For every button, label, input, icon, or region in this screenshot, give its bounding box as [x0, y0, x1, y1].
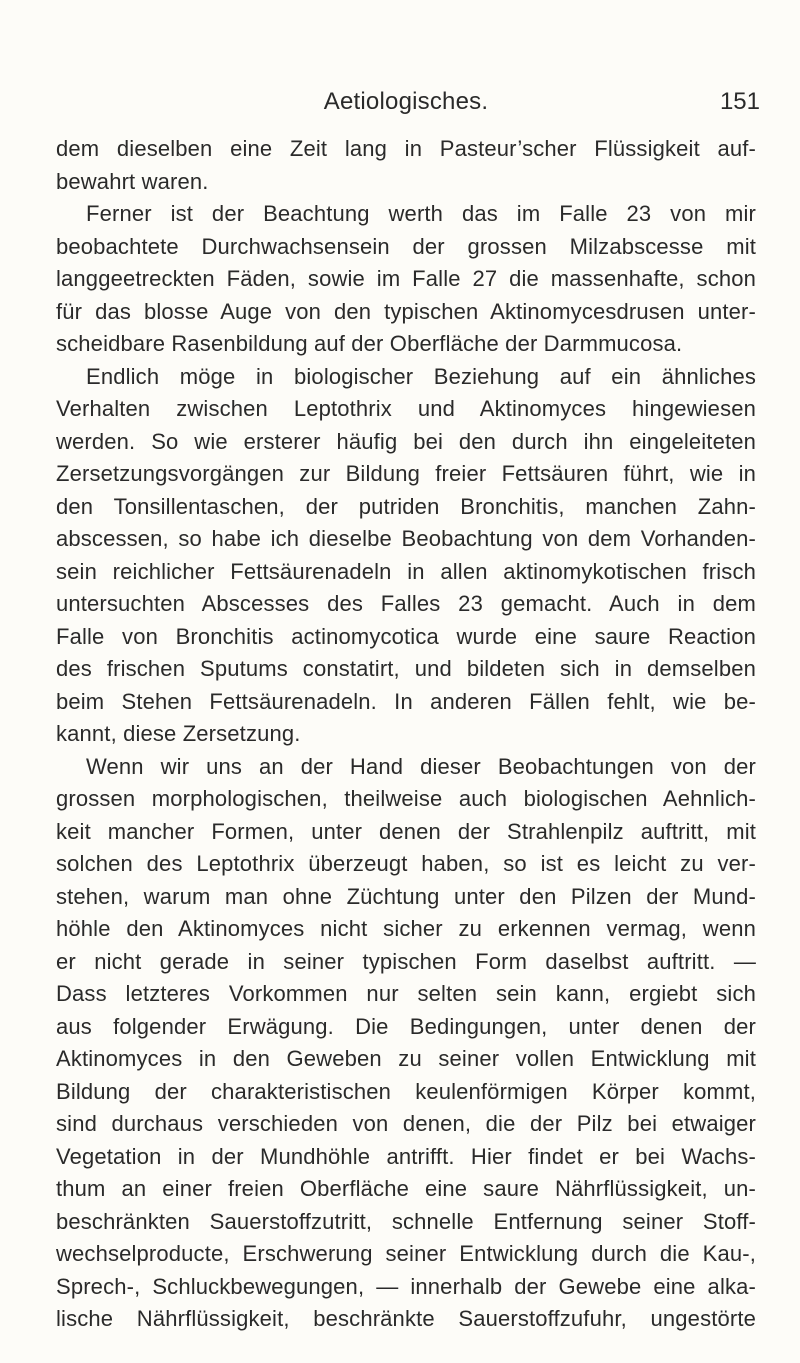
text-line: höhle den Aktinomyces nicht sicher zu erkennen vermag, wenn [56, 916, 756, 941]
text-line: Wenn wir uns an der Hand dieser Beobachtungen von der [86, 753, 756, 779]
page-header [56, 88, 760, 118]
text-line: lische Nährflüssigkeit, beschränkte Sauerstoffzufuhr, ungestörte [56, 1306, 756, 1331]
text-line: sein reichlicher Fettsäurenadeln in allen aktinomykotischen frisch [56, 558, 756, 584]
text-line: keit mancher Formen, unter denen der Strahlenpilz auftritt, mit [56, 818, 756, 844]
text-line: scheidbare Rasenbildung auf der Oberfläche der Darmmucosa. [56, 331, 683, 356]
text-line: den Tonsillentaschen, der putriden Bronchitis, manchen Zahn- [56, 493, 756, 519]
text-line: untersuchten Abscesses des Falles 23 gemacht. Auch in dem [56, 591, 756, 616]
text-line: beobachtete Durchwachsensein der grossen Milzabscesse mit [56, 233, 756, 259]
text-line: aus folgender Erwägung. Die Bedingungen, unter denen der [56, 1013, 756, 1039]
text-line: stehen, warum man ohne Züchtung unter den Pilzen der Mund- [56, 883, 756, 909]
text-line: Verhalten zwischen Leptothrix und Aktinomyces hingewiesen [56, 396, 756, 421]
text-line: werden. So wie ersterer häufig bei den durch ihn eingeleiteten [56, 428, 756, 454]
text-line: Aktinomyces in den Geweben zu seiner vollen Entwicklung mit [56, 1046, 756, 1071]
text-line: sind durchaus verschieden von denen, die der Pilz bei etwaiger [56, 1111, 756, 1136]
text-line: Sprech-, Schluckbewegungen, — innerhalb der Gewebe eine alka- [56, 1273, 756, 1299]
text-line: kannt, diese Zersetzung. [56, 721, 301, 746]
body-text [56, 133, 756, 1336]
text-line: Ferner ist der Beachtung werth das im Falle 23 von mir [86, 201, 756, 226]
text-line: des frischen Sputums constatirt, und bildeten sich in demselben [56, 656, 756, 681]
text-line: Zersetzungsvorgängen zur Bildung freier Fettsäuren führt, wie in [56, 461, 756, 486]
text-line: für das blosse Auge von den typischen Aktinomycesdrusen unter- [56, 298, 756, 324]
text-line: Dass letzteres Vorkommen nur selten sein kann, ergiebt sich [56, 981, 756, 1006]
text-line: grossen morphologischen, theilweise auch biologischen Aehnlich- [56, 786, 756, 811]
text-line: abscessen, so habe ich dieselbe Beobachtung von dem Vorhanden- [56, 526, 756, 551]
text-line: Endlich möge in biologischer Beziehung auf ein ähnliches [86, 363, 756, 389]
text-line: wechselproducte, Erschwerung seiner Entwicklung durch die Kau-, [56, 1241, 756, 1266]
text-line: er nicht gerade in seiner typischen Form daselbst auftritt. — [56, 948, 756, 974]
text-line: thum an einer freien Oberfläche eine saure Nährflüssigkeit, un- [56, 1176, 756, 1201]
text-line: solchen des Leptothrix überzeugt haben, so ist es leicht zu ver- [56, 851, 756, 876]
text-line: dem dieselben eine Zeit lang in Pasteur’scher Flüssigkeit auf- [56, 136, 756, 161]
text-line: beschränkten Sauerstoffzutritt, schnelle Entfernung seiner Stoff- [56, 1208, 756, 1234]
text-line: Bildung der charakteristischen keulenförmigen Körper kommt, [56, 1078, 756, 1104]
running-title: Aetiologisches. [323, 88, 489, 115]
text-line: langgeetreckten Fäden, sowie im Falle 27 die massenhafte, schon [56, 266, 756, 291]
text-line: bewahrt waren. [56, 168, 209, 194]
text-line: Vegetation in der Mundhöhle antrifft. Hier findet er bei Wachs- [56, 1143, 756, 1169]
page-number: 151 [719, 88, 760, 115]
text-line: beim Stehen Fettsäurenadeln. In anderen Fällen fehlt, wie be- [56, 688, 756, 714]
text-line: Falle von Bronchitis actinomycotica wurde eine saure Reaction [56, 623, 756, 649]
